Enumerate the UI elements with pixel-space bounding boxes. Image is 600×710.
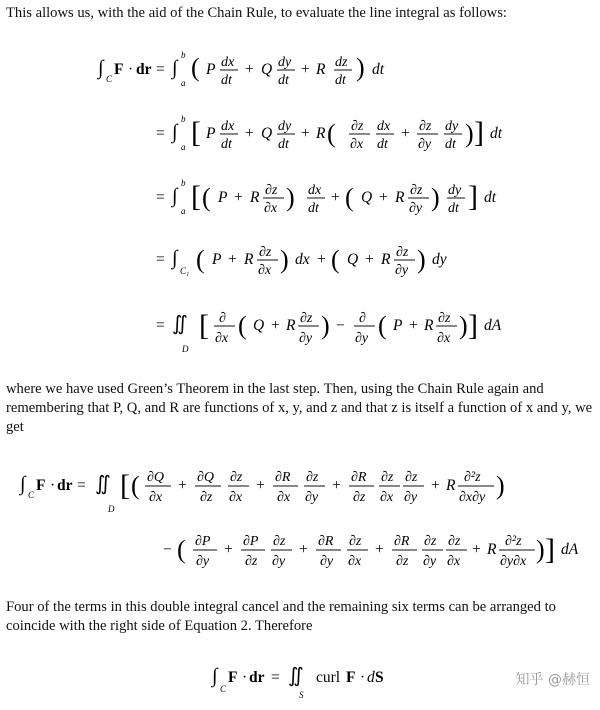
- svg-text:(: (: [331, 245, 340, 274]
- svg-text:+: +: [245, 61, 254, 78]
- svg-text:a: a: [181, 206, 186, 216]
- svg-text:dt: dt: [308, 201, 319, 216]
- svg-text:dr: dr: [249, 669, 265, 686]
- svg-text:∂: ∂: [359, 311, 366, 326]
- svg-text:=: =: [156, 61, 165, 78]
- svg-text:∂y: ∂y: [355, 331, 369, 346]
- svg-text:∂z: ∂z: [349, 534, 362, 549]
- svg-text:+: +: [178, 477, 187, 494]
- svg-text:dA: dA: [561, 541, 579, 558]
- svg-text:F: F: [36, 477, 46, 494]
- svg-text:+: +: [228, 251, 237, 268]
- svg-text:dy: dy: [445, 119, 459, 134]
- svg-text:dt: dt: [221, 137, 232, 152]
- svg-text:dt: dt: [445, 137, 456, 152]
- svg-text:): ): [356, 53, 365, 82]
- svg-text:P: P: [206, 61, 216, 78]
- svg-text:): ): [465, 119, 474, 148]
- svg-text:dy: dy: [448, 183, 462, 198]
- svg-text:R: R: [381, 251, 391, 268]
- svg-text:∂y: ∂y: [395, 263, 409, 278]
- svg-text:Q: Q: [261, 61, 273, 78]
- svg-text:=: =: [156, 251, 165, 268]
- svg-text:d: d: [367, 669, 375, 686]
- svg-text:R: R: [244, 251, 254, 268]
- svg-text:∂x: ∂x: [447, 554, 461, 569]
- svg-text:∂x: ∂x: [215, 331, 229, 346]
- svg-text:∂z: ∂z: [396, 245, 409, 260]
- svg-text:dt: dt: [335, 73, 346, 88]
- svg-text:dx: dx: [377, 119, 391, 134]
- svg-text:∂z: ∂z: [419, 119, 432, 134]
- svg-text:·: ·: [360, 669, 366, 686]
- svg-text:D: D: [182, 344, 189, 354]
- svg-text:+: +: [379, 189, 388, 206]
- svg-text:dt: dt: [221, 73, 232, 88]
- svg-text:∂Q: ∂Q: [197, 470, 215, 485]
- svg-text:+: +: [332, 477, 341, 494]
- svg-text:∫: ∫: [20, 473, 26, 495]
- svg-text:∂y: ∂y: [320, 554, 334, 569]
- svg-text:D: D: [108, 504, 115, 514]
- svg-text:dt: dt: [377, 137, 388, 152]
- svg-text:C: C: [106, 74, 113, 84]
- svg-text:∂z: ∂z: [353, 490, 366, 505]
- svg-text:dy: dy: [278, 55, 292, 70]
- svg-text:+: +: [301, 125, 310, 142]
- svg-text:+: +: [331, 189, 340, 206]
- svg-text:∫: ∫: [172, 247, 178, 269]
- svg-text:∂z: ∂z: [424, 534, 437, 549]
- svg-text:∂z: ∂z: [351, 119, 364, 134]
- svg-text:): ): [496, 471, 505, 500]
- svg-text:−: −: [163, 541, 172, 558]
- svg-text:∂z: ∂z: [306, 470, 319, 485]
- svg-text:∂P: ∂P: [195, 534, 211, 549]
- svg-text:C: C: [220, 684, 227, 694]
- svg-text:∂²z: ∂²z: [505, 534, 522, 549]
- svg-text:P: P: [212, 251, 222, 268]
- svg-text:curl: curl: [316, 669, 341, 686]
- svg-text:∂x: ∂x: [229, 490, 243, 505]
- svg-text:dx: dx: [295, 251, 310, 268]
- svg-text:dA: dA: [484, 317, 502, 334]
- svg-text:+: +: [299, 541, 308, 558]
- svg-text:dx: dx: [221, 55, 235, 70]
- svg-text:]: ]: [545, 533, 555, 566]
- svg-text:+: +: [431, 477, 440, 494]
- svg-text:∂z: ∂z: [273, 534, 286, 549]
- svg-text:+: +: [256, 477, 265, 494]
- svg-text:∂x∂y: ∂x∂y: [459, 490, 486, 505]
- svg-text:∂z: ∂z: [265, 183, 278, 198]
- svg-text:∂Q: ∂Q: [147, 470, 165, 485]
- svg-text:+: +: [301, 61, 310, 78]
- zhihu-watermark: 知乎 @赫恒: [512, 668, 594, 690]
- svg-text:[: [: [120, 469, 130, 502]
- svg-text:∂y: ∂y: [196, 554, 210, 569]
- svg-text:∂y: ∂y: [305, 490, 319, 505]
- svg-text:R: R: [446, 477, 456, 494]
- svg-text:dt: dt: [490, 125, 503, 142]
- svg-text:+: +: [409, 317, 418, 334]
- svg-text:(: (: [345, 183, 354, 212]
- svg-text:[: [: [191, 116, 201, 149]
- eq2-line-1: [0, 454, 600, 524]
- svg-text:∂: ∂: [219, 311, 226, 326]
- svg-text:dt: dt: [484, 189, 497, 206]
- svg-text:R: R: [286, 317, 296, 334]
- eq2-line-2: [0, 516, 600, 586]
- svg-text:P: P: [206, 125, 216, 142]
- svg-text:+: +: [224, 541, 233, 558]
- svg-text:S: S: [375, 669, 384, 686]
- svg-text:∂x: ∂x: [437, 331, 451, 346]
- svg-text:P: P: [218, 189, 228, 206]
- svg-text:∂x: ∂x: [149, 490, 163, 505]
- svg-text:(: (: [378, 311, 387, 340]
- svg-text:∂R: ∂R: [394, 534, 410, 549]
- svg-text:∂z: ∂z: [396, 554, 409, 569]
- svg-text:Q: Q: [253, 317, 265, 334]
- svg-text:): ): [459, 311, 468, 340]
- svg-text:F: F: [228, 669, 238, 686]
- svg-text:dt: dt: [278, 137, 289, 152]
- svg-text:dy: dy: [432, 251, 447, 268]
- svg-text:[: [: [199, 309, 209, 342]
- svg-text:): ): [417, 245, 426, 274]
- svg-text:P: P: [393, 317, 403, 334]
- svg-text:∂R: ∂R: [351, 470, 367, 485]
- closing-paragraph: Four of the terms in this double integral cancel and the remaining six terms can be arranged to coincide with the right side of Equation 2. Therefore: [6, 599, 556, 634]
- svg-text:R: R: [395, 189, 405, 206]
- svg-text:+: +: [375, 541, 384, 558]
- svg-text:C₁: C₁: [180, 266, 190, 276]
- svg-text:(: (: [191, 53, 200, 82]
- svg-text:[: [: [191, 180, 201, 213]
- svg-text:a: a: [181, 78, 186, 88]
- svg-text:dt: dt: [372, 61, 385, 78]
- svg-text:=: =: [156, 125, 165, 142]
- svg-text:∂y: ∂y: [299, 331, 313, 346]
- svg-text:∂x: ∂x: [350, 137, 364, 152]
- svg-text:∂x: ∂x: [277, 490, 291, 505]
- svg-text:dy: dy: [278, 119, 292, 134]
- svg-text:·: ·: [50, 477, 56, 494]
- svg-text:∫: ∫: [212, 665, 218, 687]
- svg-text:]: ]: [468, 180, 478, 213]
- svg-text:+: +: [245, 125, 254, 142]
- svg-text:(: (: [131, 471, 140, 500]
- svg-text:∂y: ∂y: [418, 137, 432, 152]
- svg-text:dz: dz: [335, 55, 348, 70]
- svg-text:∂y: ∂y: [423, 554, 437, 569]
- svg-text:−: −: [336, 317, 345, 334]
- intro-paragraph: This allows us, with the aid of the Chain Rule, to evaluate the line integral as follows:: [6, 5, 507, 21]
- final-equation: [0, 650, 600, 710]
- svg-text:dx: dx: [221, 119, 235, 134]
- svg-text:∂x: ∂x: [380, 490, 394, 505]
- svg-text:F: F: [346, 669, 356, 686]
- svg-text:∫: ∫: [172, 185, 178, 207]
- svg-text:a: a: [181, 142, 186, 152]
- svg-text:): ): [321, 311, 330, 340]
- svg-text:): ): [536, 535, 545, 564]
- svg-text:∂y: ∂y: [404, 490, 418, 505]
- svg-text:b: b: [181, 178, 186, 188]
- svg-text:S: S: [299, 690, 304, 700]
- svg-text:Q: Q: [261, 125, 273, 142]
- svg-text:+: +: [271, 317, 280, 334]
- svg-text:C: C: [28, 490, 35, 500]
- svg-text:dt: dt: [448, 201, 459, 216]
- svg-text:(: (: [196, 245, 205, 274]
- svg-text:∂y: ∂y: [409, 201, 423, 216]
- svg-text:∬: ∬: [288, 665, 304, 687]
- svg-text:∂z: ∂z: [410, 183, 423, 198]
- svg-text:∂z: ∂z: [381, 470, 394, 485]
- svg-text:): ): [286, 183, 295, 212]
- svg-text:+: +: [365, 251, 374, 268]
- svg-text:∂R: ∂R: [318, 534, 334, 549]
- svg-text:R: R: [424, 317, 434, 334]
- svg-text:∬: ∬: [172, 313, 188, 335]
- svg-text:∂z: ∂z: [300, 311, 313, 326]
- svg-text:∂x: ∂x: [348, 554, 362, 569]
- svg-text:∂y: ∂y: [272, 554, 286, 569]
- svg-text:b: b: [181, 50, 186, 60]
- svg-text:R: R: [316, 125, 326, 142]
- svg-text:+: +: [472, 541, 481, 558]
- svg-text:R: R: [487, 541, 497, 558]
- svg-text:∬: ∬: [95, 473, 111, 495]
- svg-text:): ): [280, 245, 289, 274]
- svg-text:): ): [431, 183, 440, 212]
- svg-text:∂R: ∂R: [275, 470, 291, 485]
- svg-text:∂z: ∂z: [438, 311, 451, 326]
- svg-text:∫: ∫: [172, 57, 178, 79]
- svg-text:Q: Q: [361, 189, 373, 206]
- eq1-line-1: [0, 0, 600, 300]
- svg-text:=: =: [156, 317, 165, 334]
- svg-text:=: =: [77, 477, 86, 494]
- svg-text:]: ]: [474, 116, 484, 149]
- eq1-line-5: [0, 290, 600, 370]
- svg-text:∂²z: ∂²z: [464, 470, 481, 485]
- svg-text:Q: Q: [347, 251, 359, 268]
- svg-text:·: ·: [242, 669, 248, 686]
- svg-text:·: ·: [128, 61, 134, 78]
- middle-paragraph: where we have used Green’s Theorem in the last step. Then, using the Chain Rule again and remembering that P, Q, and R are functions of x, y, and z and that z is itself a function of x and y, we get: [6, 381, 593, 435]
- svg-text:∂y∂x: ∂y∂x: [500, 554, 527, 569]
- svg-text:R: R: [250, 189, 260, 206]
- svg-text:(: (: [327, 119, 336, 148]
- svg-text:∂P: ∂P: [243, 534, 259, 549]
- svg-text:∫: ∫: [98, 57, 104, 79]
- svg-text:(: (: [177, 535, 186, 564]
- svg-text:∂z: ∂z: [200, 490, 213, 505]
- svg-text:∂z: ∂z: [245, 554, 258, 569]
- svg-text:dr: dr: [57, 477, 73, 494]
- svg-text:∂z: ∂z: [405, 470, 418, 485]
- svg-text:]: ]: [468, 309, 478, 342]
- svg-text:∫: ∫: [172, 121, 178, 143]
- svg-text:=: =: [156, 189, 165, 206]
- svg-text:∂z: ∂z: [448, 534, 461, 549]
- svg-text:∂z: ∂z: [259, 245, 272, 260]
- svg-text:+: +: [401, 125, 410, 142]
- svg-text:dx: dx: [308, 183, 322, 198]
- svg-text:=: =: [271, 669, 280, 686]
- svg-text:F: F: [114, 61, 124, 78]
- svg-text:dr: dr: [136, 61, 152, 78]
- svg-text:R: R: [316, 61, 326, 78]
- svg-text:dt: dt: [278, 73, 289, 88]
- svg-text:+: +: [317, 251, 326, 268]
- svg-text:(: (: [202, 183, 211, 212]
- svg-text:∂z: ∂z: [230, 470, 243, 485]
- svg-text:b: b: [181, 114, 186, 124]
- svg-text:∂x: ∂x: [264, 201, 278, 216]
- svg-text:(: (: [238, 311, 247, 340]
- svg-text:+: +: [234, 189, 243, 206]
- svg-text:∂x: ∂x: [258, 263, 272, 278]
